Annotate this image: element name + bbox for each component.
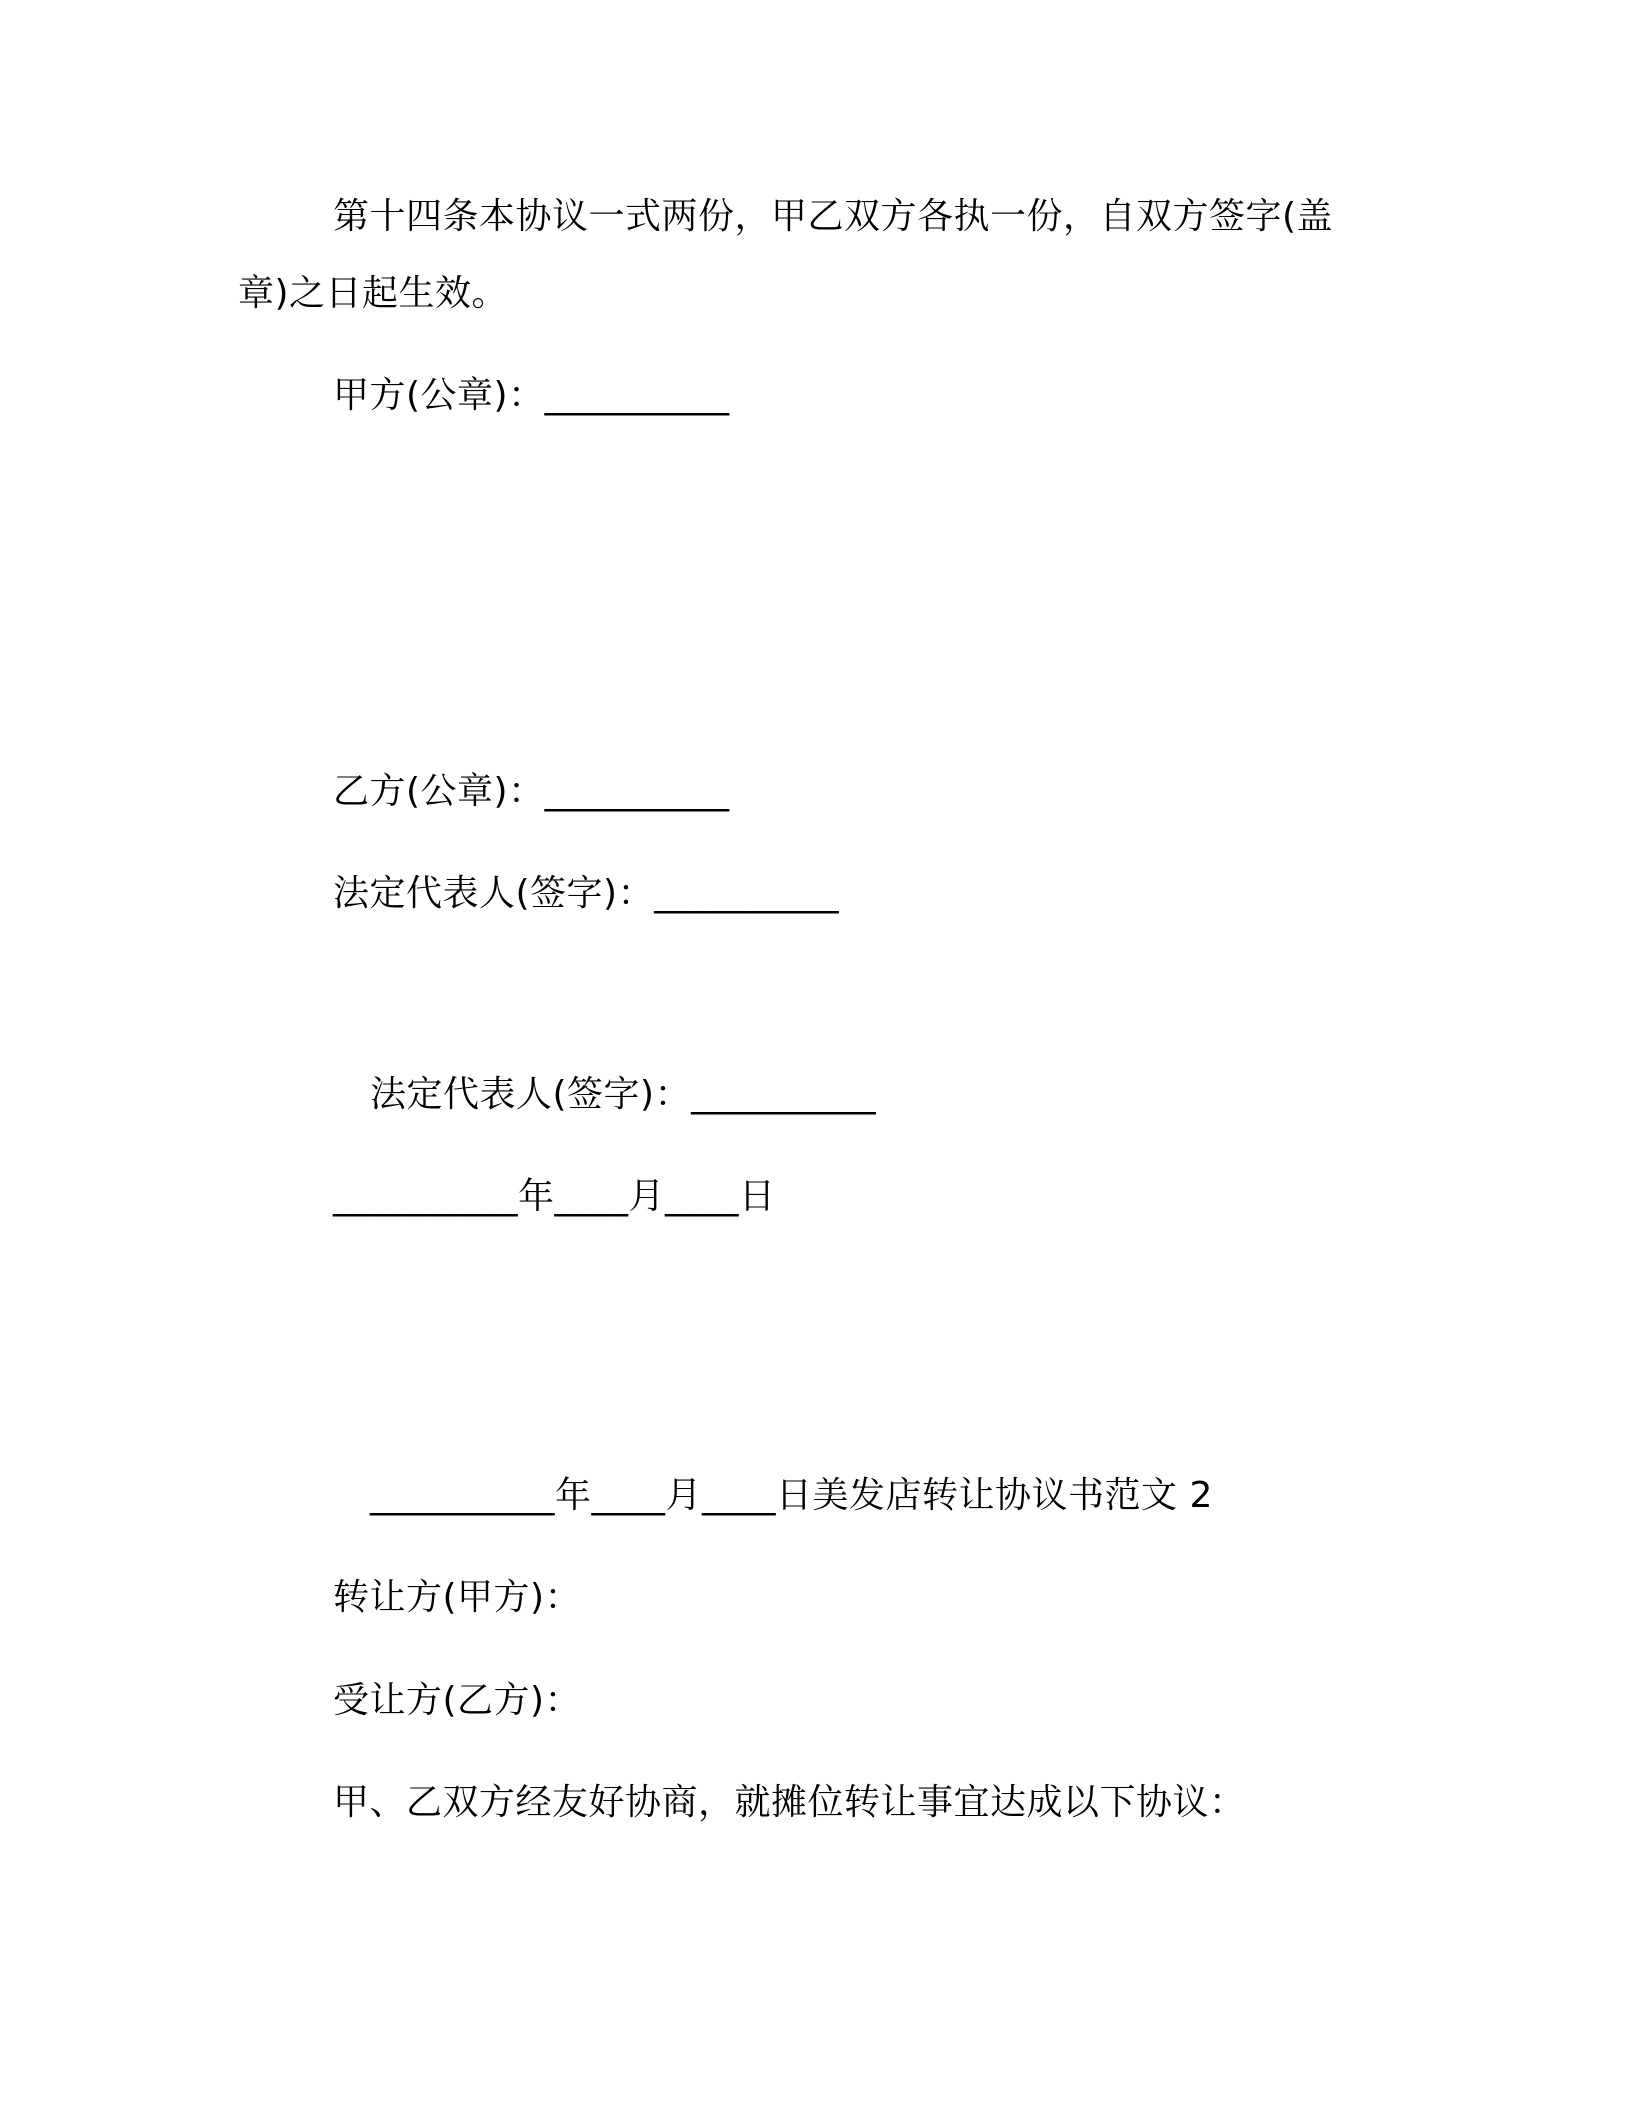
party-a-seal-line: 甲方(公章)：__________ <box>333 375 730 416</box>
transferor-label: 转让方(甲方)： <box>333 1577 582 1618</box>
sample-2-heading: __________年____月____日美发店转让协议书范文 2 <box>370 1475 1213 1516</box>
article-14-line-1: 第十四条本协议一式两份，甲乙双方各执一份，自双方签字(盖 <box>333 196 1334 237</box>
transferee-label: 受让方(乙方)： <box>333 1680 582 1721</box>
article-14-line-2: 章)之日起生效。 <box>238 273 509 314</box>
legal-representative-signature-line: 法定代表人(签字)：__________ <box>333 873 840 914</box>
party-b-seal-line: 乙方(公章)：__________ <box>333 771 730 812</box>
agreement-intro: 甲、乙双方经友好协商，就摊位转让事宜达成以下协议： <box>333 1782 1246 1823</box>
legal-representative-signature-line-2: 法定代表人(签字)：__________ <box>370 1074 877 1115</box>
signing-date-line: __________年____月____日 <box>333 1176 776 1217</box>
